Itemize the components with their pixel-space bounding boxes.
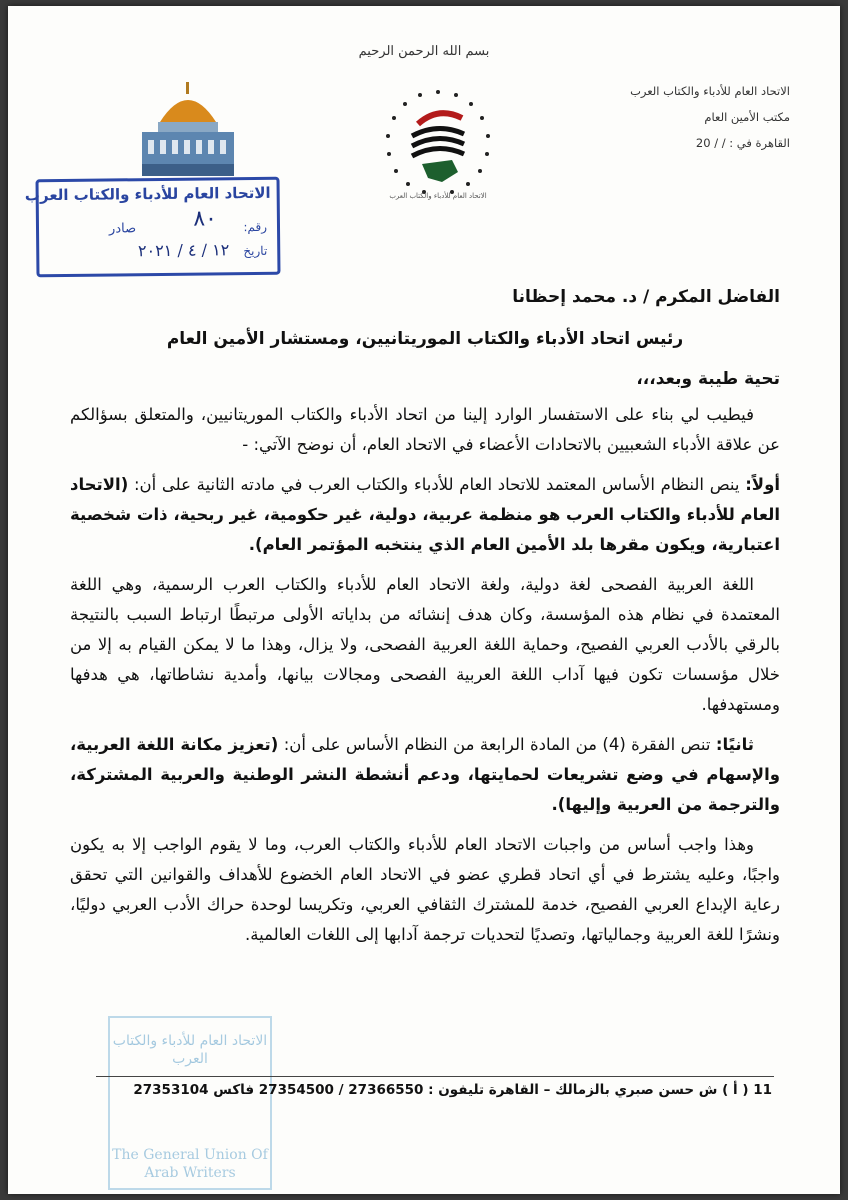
greeting: تحية طيبة وبعد،،، — [636, 369, 780, 389]
second-label: ثانيًا: — [715, 735, 754, 754]
logo-caption: الاتحاد العام للأدباء والكتاب العرب — [389, 192, 487, 200]
paragraph-intro: فيطيب لي بناء على الاستفسار الوارد إلينا من اتحاد الأدباء والكتاب الموريتانيين، والمتعلق بسؤالكم عن علاقة الأدباء الشعبيين بالاتحادات الأعضاء في الاتحاد العام، أن نوضح الآتي: - — [70, 405, 780, 454]
stamp-date-value: ١٢ / ٤ / ٢٠٢١ — [137, 240, 230, 261]
watermark-english: The General Union Of Arab Writers — [112, 1147, 268, 1181]
letterhead-text — [560, 78, 790, 156]
first-text: ينص النظام الأساس المعتمد للاتحاد العام للأدباء والكتاب العرب في مادته الثانية على أن: — [133, 475, 740, 494]
second-quote: (تعزيز مكانة اللغة العربية، والإسهام في وضع تشريعات لحمايتها، ودعم أنشطة النشر الوطنية والعربية المشتركة، والترجمة من العربية وإليها). — [70, 735, 780, 814]
stamp-issued: صادر — [108, 221, 137, 237]
letter-page — [8, 6, 840, 1194]
footer-address: 11 ( أ ) ش حسن صبري بالزمالك – القاهرة تليفون : 27366550 / 27354500 فاكس 27353104 — [133, 1082, 772, 1098]
office-name: مكتب الأمين العام — [704, 110, 790, 124]
recipient: الفاضل المكرم / د. محمد إحظانا — [512, 287, 780, 307]
dome-of-rock-icon — [128, 78, 248, 188]
first-quote: (الاتحاد العام للأدباء والكتاب العرب هو منظمة عربية، دولية، غير حكومية، غير ربحية، ذات شخصية اعتبارية، ويكون مقرها بلد الأمين العام الذي ينتخبه المؤتمر العام). — [70, 475, 780, 554]
watermark-arabic: الاتحاد العام للأدباء والكتاب العرب — [112, 1033, 268, 1067]
stamp-number-value: ٨٠ — [193, 206, 218, 232]
paragraph-language: اللغة العربية الفصحى لغة دولية، ولغة الاتحاد العام للأدباء والكتاب العرب الرسمية، وهي اللغة المعتمدة في نظام هذه المؤسسة، وكان هدف إنشائه من بداياته الأولى مرتبطًا ارتباط السبب بالنتيجة بالرقي بالأدب العربي الفصيح، وحماية اللغة العربية الفصحى، ولا يزال، وهذا ما لا يمكن القيام به إلا من خلال مؤسسات تكون فيها آداب اللغة العربية الفصحى ومجالات بيانها، وأمدية نشاطاتها، هي هدفها ومستهدفها. — [70, 575, 780, 714]
paragraph-duty: وهذا واجب أساس من واجبات الاتحاد العام للأدباء والكتاب العرب، وما لا يقوم الواجب إلا به يكون واجبًا، وعليه يشترط في أي اتحاد قطري عضو في الاتحاد العام الخضوع للأهداف والقوانين التي تحقق رعاية الإبداع العربي الفصيح، خدمة للمشترك الثقافي العربي، وتكريسا لوحدة حراك الأدب العربي دوليًا، ونشرًا للغة العربية وجمالياتها، وتصديًا لتحديات ترجمة آدابها إلى اللغات العالمية. — [70, 835, 780, 944]
stamp-number-label: رقم: — [243, 219, 268, 235]
recipient-title: رئيس اتحاد الأدباء والكتاب الموريتانيين، ومستشار الأمين العام — [166, 329, 684, 349]
watermark-stamp — [108, 1016, 272, 1190]
footer-divider — [96, 1076, 774, 1077]
stamp-date-label: تاريخ — [243, 243, 268, 259]
union-logo-icon — [378, 84, 498, 204]
letter-body — [70, 282, 780, 960]
paragraph-first — [70, 470, 780, 560]
basmala: بسم الله الرحمن الرحيم — [358, 44, 490, 59]
date-line: القاهرة في : / / 20 — [695, 136, 790, 150]
paragraph-second — [70, 730, 780, 820]
org-name: الاتحاد العام للأدباء والكتاب العرب — [630, 84, 790, 98]
stamp-org: الاتحاد العام للأدباء والكتاب العرب — [24, 183, 271, 205]
second-text: تنص الفقرة (4) من المادة الرابعة من النظام الأساس على أن: — [283, 735, 711, 754]
first-label: أولاً: — [745, 475, 780, 494]
registry-stamp — [24, 177, 280, 278]
